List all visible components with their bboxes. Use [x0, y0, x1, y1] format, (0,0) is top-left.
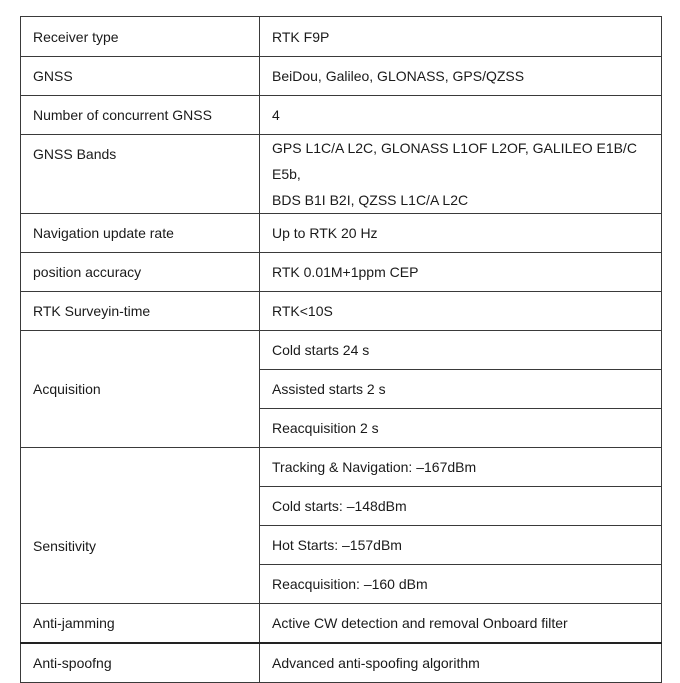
- row-value-line: BDS B1I B2I, QZSS L1C/A L2C: [272, 192, 469, 208]
- row-value: Advanced anti-spoofing algorithm: [260, 643, 662, 683]
- acquisition-label: Acquisition: [21, 331, 260, 448]
- row-label: Anti-spoofng: [21, 643, 260, 683]
- row-value: RTK 0.01M+1ppm CEP: [260, 253, 662, 292]
- acquisition-value: Cold starts 24 s: [260, 331, 662, 370]
- row-value: [260, 135, 662, 214]
- acquisition-value: Assisted starts 2 s: [260, 370, 662, 409]
- table-row: [21, 17, 662, 57]
- spec-table: [20, 16, 662, 683]
- table-row: [21, 448, 662, 487]
- row-label: Receiver type: [21, 17, 260, 57]
- table-row: [21, 96, 662, 135]
- table-row: [21, 253, 662, 292]
- sensitivity-label: Sensitivity: [21, 448, 260, 604]
- row-value: BeiDou, Galileo, GLONASS, GPS/QZSS: [260, 57, 662, 96]
- row-label: Anti-jamming: [21, 604, 260, 644]
- row-value-line: GPS L1C/A L2C, GLONASS L1OF L2OF, GALILEO E1B/C E5b,: [272, 140, 637, 182]
- row-value: RTK<10S: [260, 292, 662, 331]
- sensitivity-value: Hot Starts: –157dBm: [260, 526, 662, 565]
- acquisition-value: Reacquisition 2 s: [260, 409, 662, 448]
- row-label: GNSS: [21, 57, 260, 96]
- table-row: [21, 292, 662, 331]
- table-row: [21, 214, 662, 253]
- row-label: Number of concurrent GNSS: [21, 96, 260, 135]
- row-value: Active CW detection and removal Onboard filter: [260, 604, 662, 644]
- row-label: position accuracy: [21, 253, 260, 292]
- row-label: GNSS Bands: [21, 135, 260, 214]
- table-row: [21, 57, 662, 96]
- sensitivity-value: Reacquisition: –160 dBm: [260, 565, 662, 604]
- row-value: Up to RTK 20 Hz: [260, 214, 662, 253]
- sensitivity-value: Tracking & Navigation: –167dBm: [260, 448, 662, 487]
- table-row: [21, 604, 662, 644]
- row-value: RTK F9P: [260, 17, 662, 57]
- sensitivity-value: Cold starts: –148dBm: [260, 487, 662, 526]
- row-label: RTK Surveyin-time: [21, 292, 260, 331]
- table-row: [21, 331, 662, 370]
- row-label: Navigation update rate: [21, 214, 260, 253]
- table-row: [21, 135, 662, 214]
- table-row: [21, 643, 662, 683]
- row-value: 4: [260, 96, 662, 135]
